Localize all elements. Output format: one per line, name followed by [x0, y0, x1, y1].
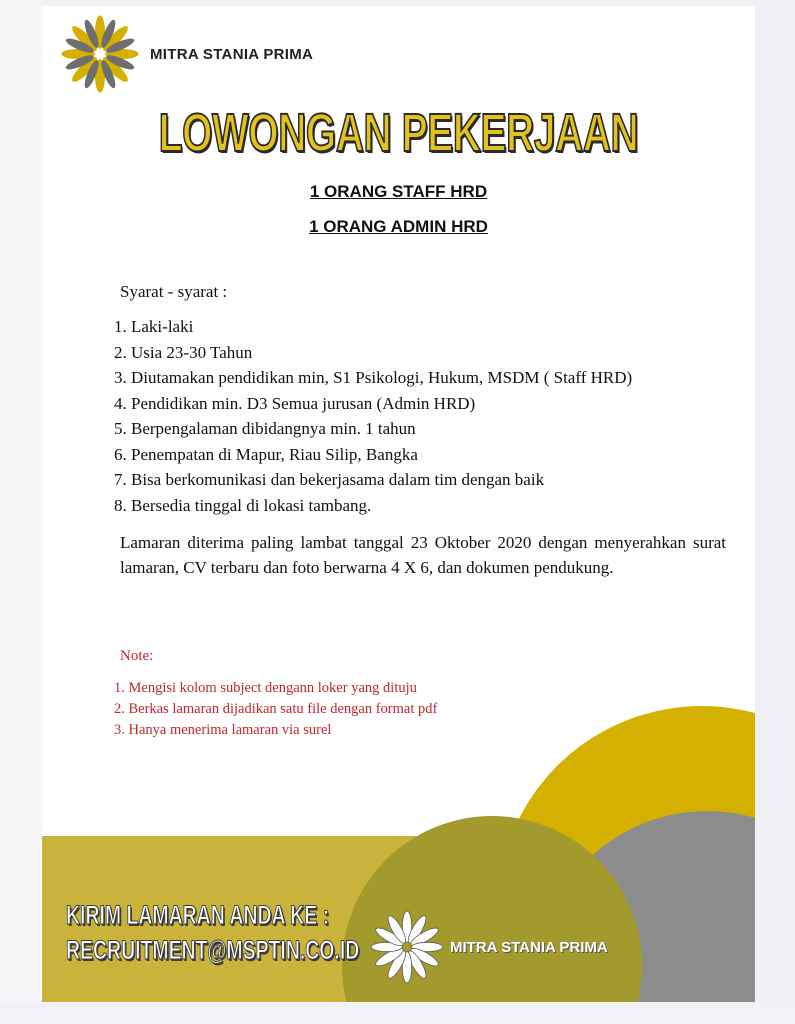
- requirement-item: 3. Diutamakan pendidikan min, S1 Psikologi, Hukum, MSDM ( Staff HRD): [114, 368, 633, 387]
- note-item: 3. Hanya menerima lamaran via surel: [114, 722, 332, 738]
- requirement-item: 2. Usia 23-30 Tahun: [114, 342, 253, 362]
- application-paragraph: Lamaran diterima paling lambat tanggal 23 Oktober 2020 dengan menyerahkan surat lamaran, CV terbaru dan foto berwarna 4 X 6, dan dokumen pendukung.: [120, 533, 726, 577]
- cta-email: RECRUITMENT@MSPTIN.CO.ID: [66, 935, 360, 965]
- job-poster: [42, 6, 755, 1002]
- note-list: [114, 678, 437, 741]
- brand-footer: [368, 908, 608, 986]
- requirement-item: 6. Penempatan di Mapur, Riau Silip, Bangka: [114, 444, 418, 464]
- requirements-title: Syarat - syarat :: [120, 282, 228, 301]
- brand-name-footer: MITRA STANIA PRIMA: [450, 938, 608, 956]
- requirement-item: 4. Pendidikan min. D3 Semua jurusan (Admin HRD): [114, 393, 476, 413]
- position-staff-hrd: 1 ORANG STAFF HRD: [309, 182, 488, 201]
- brand-name: MITRA STANIA PRIMA: [150, 45, 314, 63]
- note-item: 1. Mengisi kolom subject dengann loker yang dituju: [114, 680, 417, 696]
- requirement-item: 7. Bisa berkomunikasi dan bekerjasama dalam tim dengan baik: [114, 470, 545, 489]
- cta-heading: KIRIM LAMARAN ANDA KE :: [66, 900, 330, 930]
- page-background-bottom: [0, 1002, 795, 1024]
- note-item: 2. Berkas lamaran dijadikan satu file dengan format pdf: [114, 701, 438, 717]
- requirement-item: 5. Berpengalaman dibidangnya min. 1 tahun: [114, 419, 416, 438]
- flower-logo-icon: [58, 12, 142, 96]
- requirement-item: 8. Bersedia tinggal di lokasi tambang.: [114, 495, 372, 515]
- headline: LOWONGAN PEKERJAAN: [158, 103, 639, 163]
- brand-header: [58, 12, 313, 96]
- page-background-left: [0, 0, 42, 1024]
- flower-logo-icon: [368, 908, 446, 986]
- page-background-right: [755, 0, 795, 1024]
- note-title: Note:: [120, 648, 154, 664]
- requirements-list: [114, 314, 632, 518]
- requirement-item: 1. Laki-laki: [114, 317, 194, 336]
- position-admin-hrd: 1 ORANG ADMIN HRD: [309, 217, 488, 236]
